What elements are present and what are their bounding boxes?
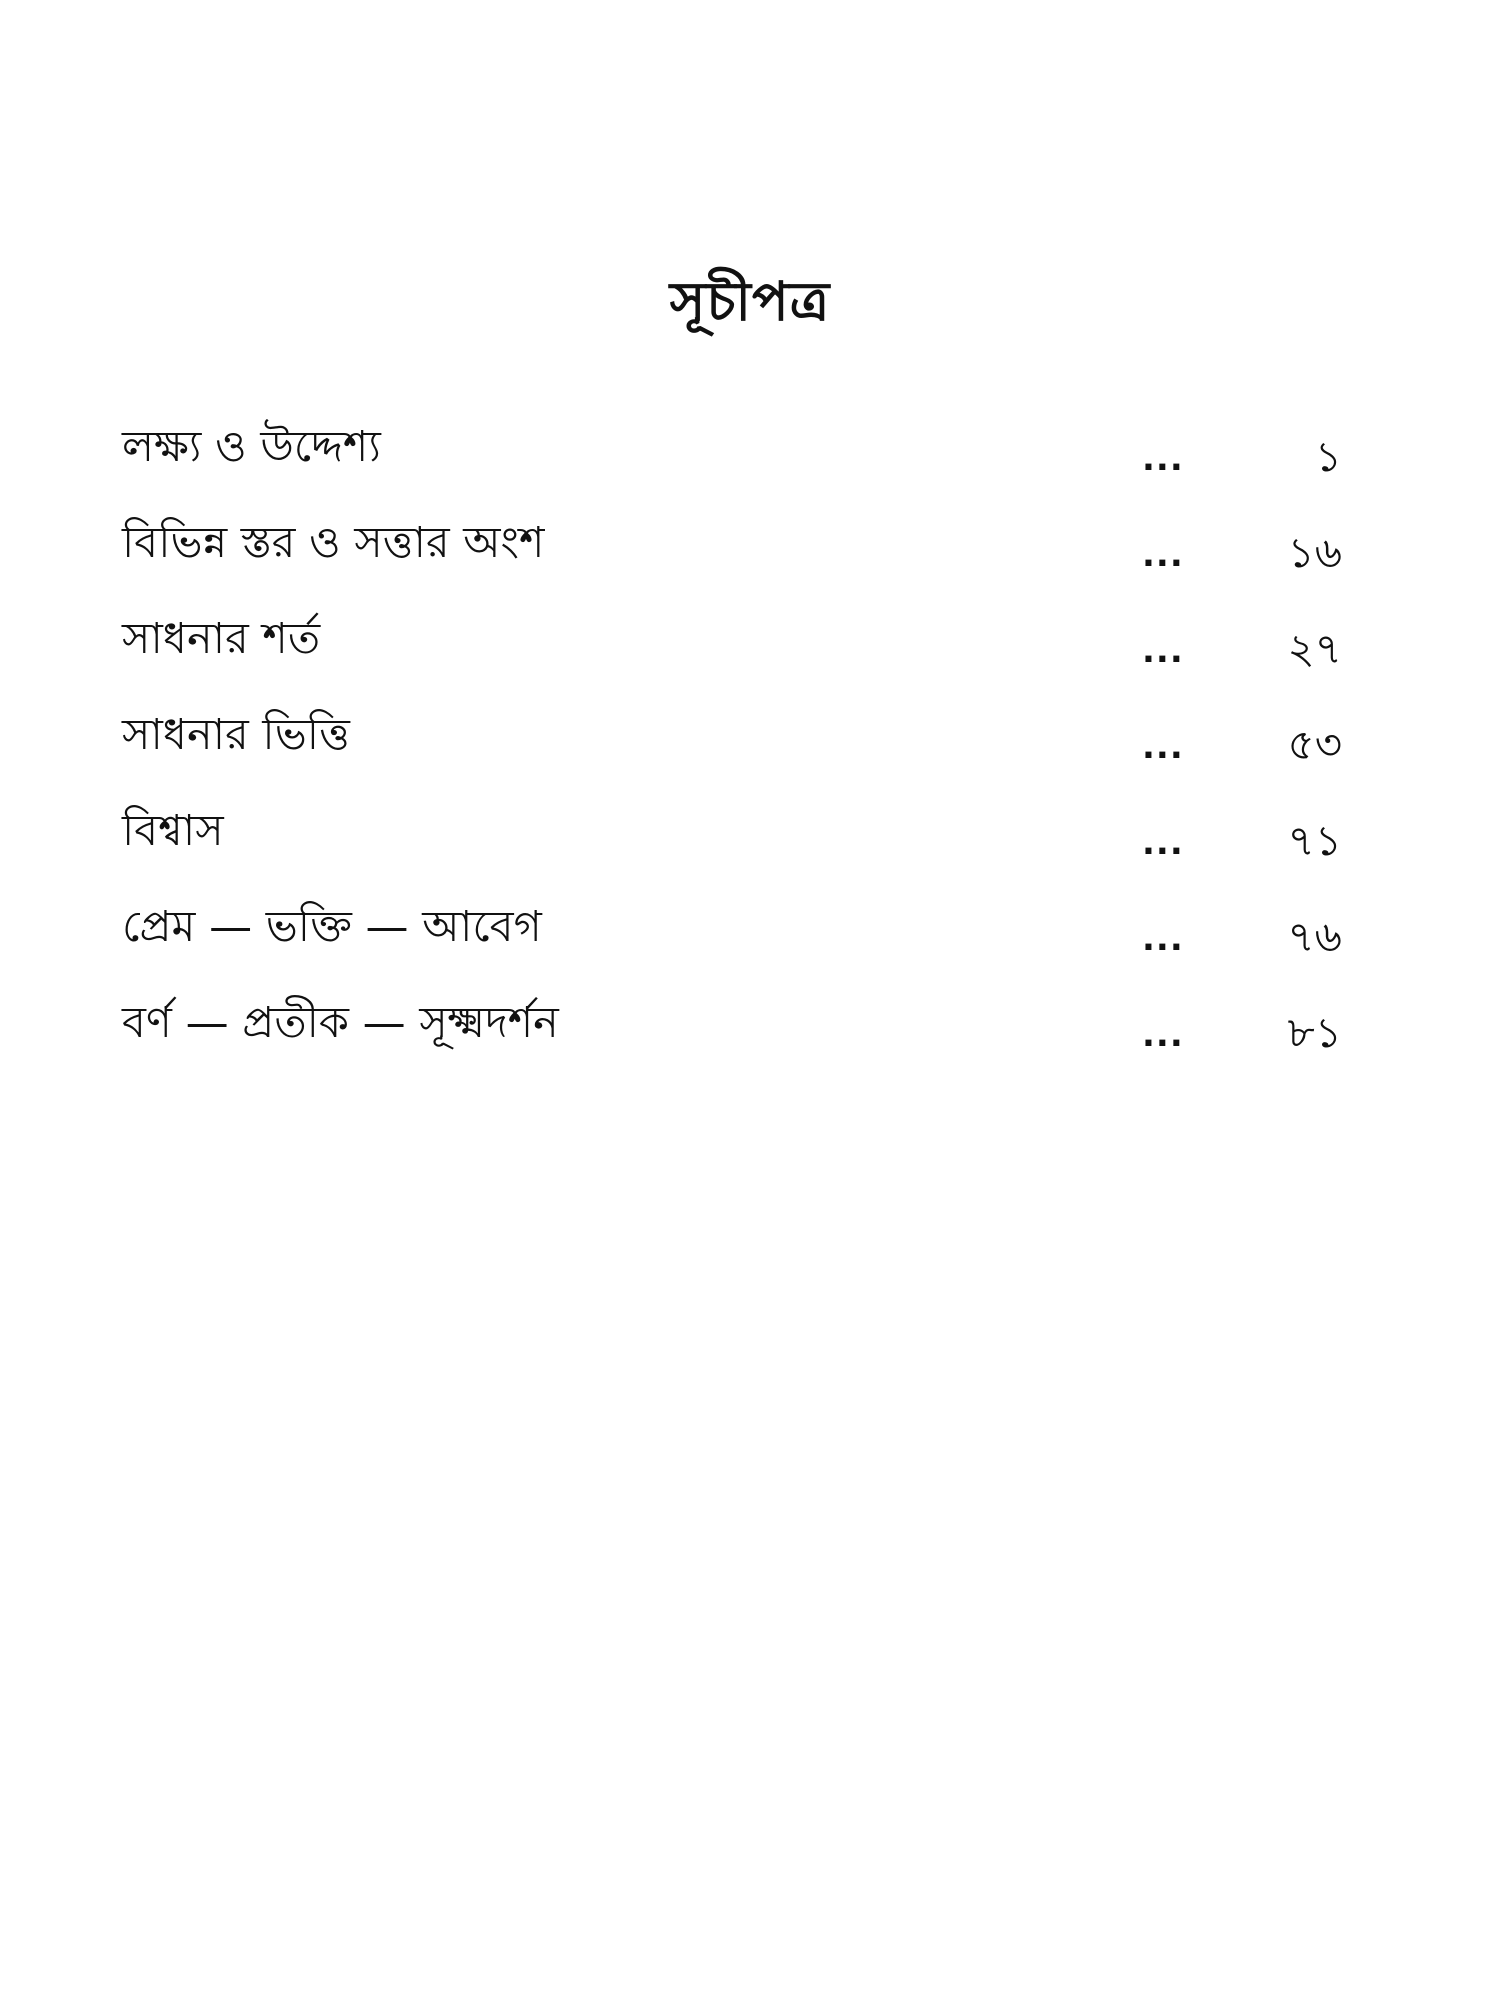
toc-leader-dots: ... [1142, 919, 1184, 959]
toc-page-number: ২৭ [1287, 624, 1342, 673]
toc-entry [122, 796, 1342, 892]
toc-page-number: ৫৩ [1287, 720, 1342, 769]
toc-entry-title: প্রেম — ভক্তি — আবেগ [122, 902, 542, 952]
toc-leader-dots: ... [1142, 535, 1184, 575]
toc-page-number: ১৬ [1287, 528, 1342, 577]
toc-entry [122, 988, 1342, 1084]
toc-entry-title: বর্ণ — প্রতীক — সূক্ষ্মদর্শন [122, 998, 559, 1048]
toc-page-number: ১ [1314, 432, 1342, 481]
toc-leader-dots: ... [1142, 727, 1184, 767]
toc-page-number: ৮১ [1287, 1008, 1342, 1057]
toc-entry-title: সাধনার ভিত্তি [122, 710, 350, 760]
toc-entry [122, 412, 1342, 508]
toc-entry-title: বিশ্বাস [122, 806, 224, 856]
toc-entry [122, 892, 1342, 988]
toc-entry-title: সাধনার শর্ত [122, 614, 321, 664]
toc-entry [122, 700, 1342, 796]
table-of-contents [122, 412, 1342, 1084]
toc-leader-dots: ... [1142, 1015, 1184, 1055]
toc-entry [122, 604, 1342, 700]
toc-entry [122, 508, 1342, 604]
toc-leader-dots: ... [1142, 631, 1184, 671]
toc-entry-title: বিভিন্ন স্তর ও সত্তার অংশ [122, 518, 545, 568]
toc-leader-dots: ... [1142, 439, 1184, 479]
toc-page-number: ৭১ [1287, 816, 1342, 865]
toc-entry-title: লক্ষ্য ও উদ্দেশ্য [122, 422, 381, 472]
toc-page-number: ৭৬ [1287, 912, 1342, 961]
toc-leader-dots: ... [1142, 823, 1184, 863]
page-title: সূচীপত্র [669, 270, 831, 333]
